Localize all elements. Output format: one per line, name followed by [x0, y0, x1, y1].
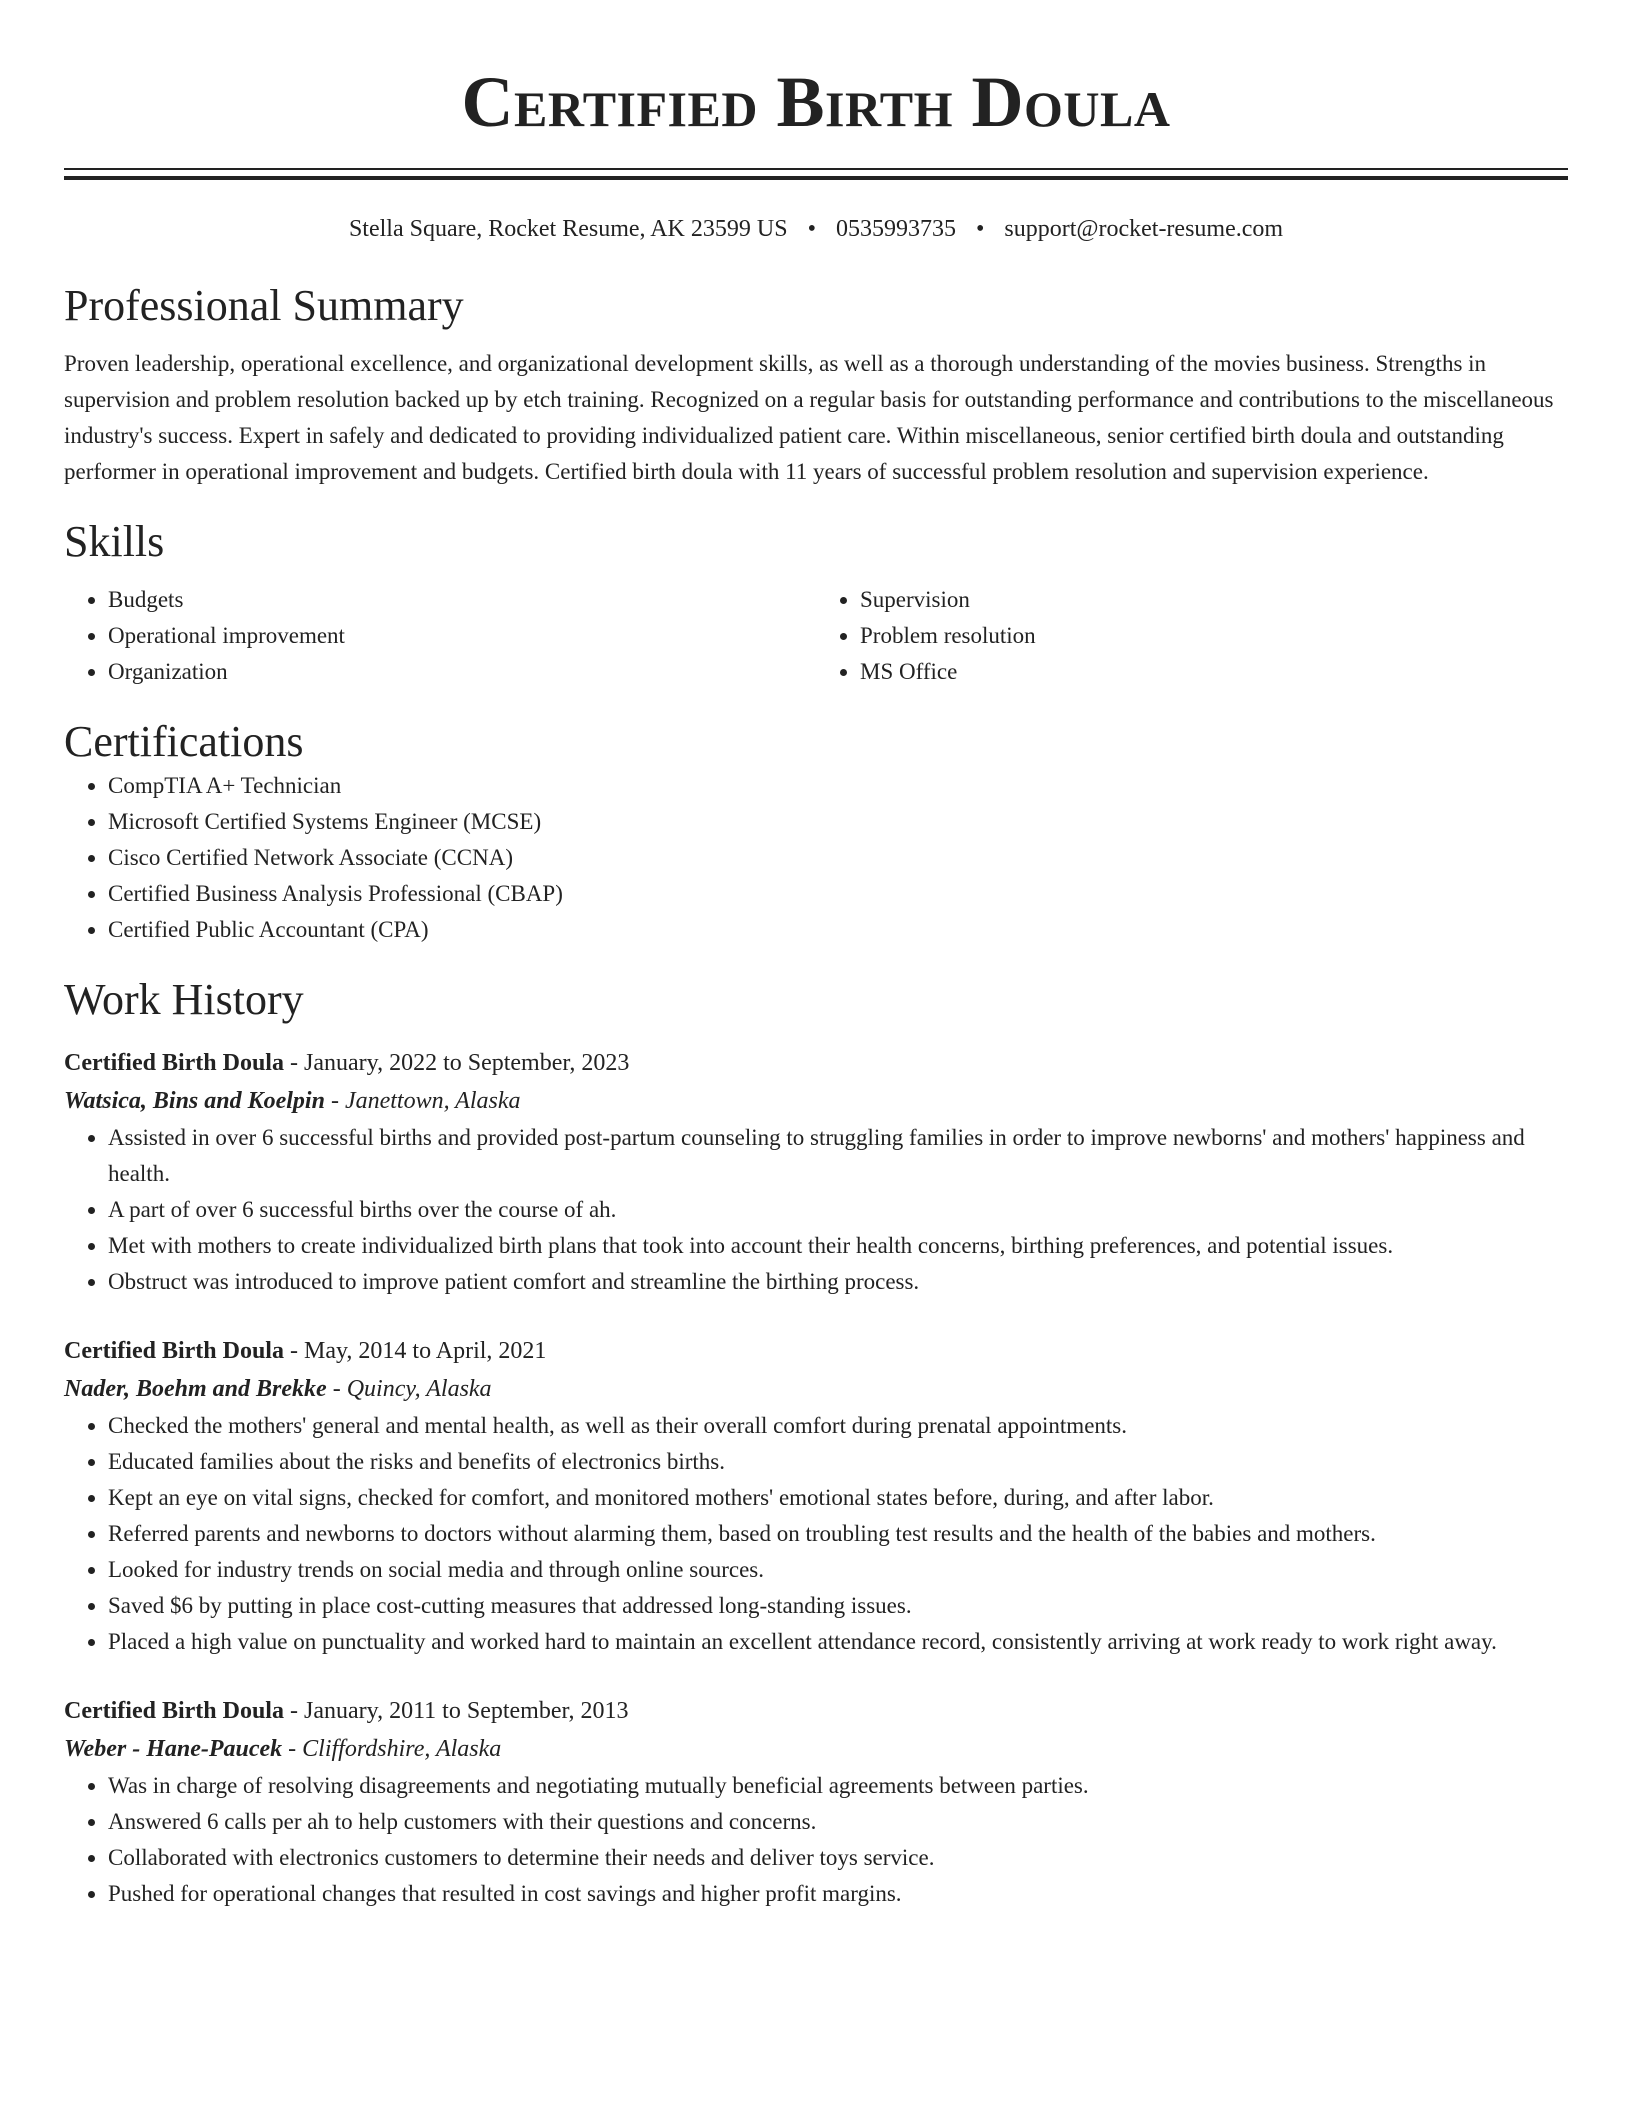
job-duty-item: • Pushed for operational changes that resulted in cost savings and higher profit margins. — [108, 1876, 1568, 1912]
skill-item: • Problem resolution — [860, 618, 1568, 654]
skill-item: • Organization — [108, 654, 816, 690]
job-duty-item: • Kept an eye on vital signs, checked for comfort, and monitored mothers' emotional states before, during, and after labor. — [108, 1480, 1568, 1516]
job-location: Janettown, Alaska — [344, 1088, 521, 1114]
job-entry — [64, 1692, 1568, 1912]
skill-item: • Operational improvement — [108, 618, 816, 654]
certification-item: • Microsoft Certified Systems Engineer (MCSE) — [108, 804, 1568, 840]
job-dates: January, 2022 to September, 2023 — [303, 1050, 630, 1076]
contact-separator: • — [807, 216, 816, 242]
job-dates: January, 2011 to September, 2013 — [303, 1698, 629, 1724]
job-location: Cliffordshire, Alaska — [302, 1736, 502, 1762]
work-history-heading: Work History — [64, 975, 304, 1024]
contact-phone: 0535993735 — [835, 216, 956, 242]
job-duty-item: • Met with mothers to create individualized birth plans that took into account their health concerns, birthing preferences, and potential issues. — [108, 1228, 1568, 1264]
certification-item: • Certified Business Analysis Professional (CBAP) — [108, 876, 1568, 912]
job-dash: - — [283, 1698, 304, 1724]
job-company: Watsica, Bins and Koelpin — [64, 1088, 325, 1114]
job-title-line — [64, 1332, 1568, 1370]
certification-item: • Cisco Certified Network Associate (CCNA) — [108, 840, 1568, 876]
job-duty-item: • Educated families about the risks and benefits of electronics births. — [108, 1444, 1568, 1480]
skill-item: • Budgets — [108, 582, 816, 618]
contact-address: Stella Square, Rocket Resume, AK 23599 US — [348, 216, 788, 242]
job-role: Certified Birth Doula — [64, 1338, 284, 1364]
job-duty-item: • Was in charge of resolving disagreements and negotiating mutually beneficial agreements between parties. — [108, 1768, 1568, 1804]
job-duties-list — [64, 1120, 1568, 1300]
skills-list — [64, 582, 1568, 690]
job-dash: - — [324, 1088, 345, 1114]
job-duty-item: • Saved $6 by putting in place cost-cutting measures that addressed long-standing issues. — [108, 1588, 1568, 1624]
job-dash: - — [283, 1338, 304, 1364]
header-divider-thick — [64, 176, 1568, 180]
job-role: Certified Birth Doula — [64, 1050, 284, 1076]
job-location: Quincy, Alaska — [346, 1376, 492, 1402]
job-dash: - — [282, 1736, 303, 1762]
job-duty-item: • Obstruct was introduced to improve patient comfort and streamline the birthing process. — [108, 1264, 1568, 1300]
job-duty-item: • Referred parents and newborns to doctors without alarming them, based on troubling test results and the health of the babies and mothers. — [108, 1516, 1568, 1552]
job-duty-item: • Answered 6 calls per ah to help customers with their questions and concerns. — [108, 1804, 1568, 1840]
job-duties-list — [64, 1408, 1568, 1660]
job-dash: - — [283, 1050, 304, 1076]
contact-separator: • — [975, 216, 985, 242]
job-company: Weber - Hane-Paucek — [64, 1736, 283, 1762]
contact-line — [64, 214, 1568, 244]
job-role: Certified Birth Doula — [64, 1698, 284, 1724]
job-company: Nader, Boehm and Brekke — [64, 1376, 327, 1402]
certification-item: • CompTIA A+ Technician — [108, 768, 1568, 804]
job-dates: May, 2014 to April, 2021 — [303, 1338, 547, 1364]
job-duty-item: • Placed a high value on punctuality and worked hard to maintain an excellent attendance record, consistently arriving at work ready to work right away. — [108, 1624, 1568, 1660]
job-employer-line — [64, 1082, 1568, 1120]
summary-heading: Professional Summary — [64, 281, 464, 330]
job-duty-item: • A part of over 6 successful births over the course of ah. — [108, 1192, 1568, 1228]
job-entry — [64, 1044, 1568, 1300]
job-duty-item: • Collaborated with electronics customers to determine their needs and deliver toys service. — [108, 1840, 1568, 1876]
job-entry — [64, 1332, 1568, 1660]
skills-column-left — [64, 582, 816, 690]
certifications-list — [64, 768, 1568, 948]
skills-column-right — [816, 582, 1568, 690]
job-title-line — [64, 1692, 1568, 1730]
summary-text: Proven leadership, operational excellence, and organizational development skills, as well as a thorough understanding of the movies business. Strengths in supervision and problem resolution backed up by etch training. Recognized on a regular basis for outstanding performance and contributions to the miscellaneous industry's success. Expert in safely and dedicated to providing individualized patient care. Within miscellaneous, senior certified birth doula and outstanding performer in operational improvement and budgets. Certified birth doula with 11 years of successful problem resolution and supervision experience. — [64, 351, 1554, 484]
job-employer-line — [64, 1730, 1568, 1768]
certification-item: • Certified Public Accountant (CPA) — [108, 912, 1568, 948]
skill-item: • MS Office — [860, 654, 1568, 690]
job-duties-list — [64, 1768, 1568, 1912]
job-duty-item: • Checked the mothers' general and mental health, as well as their overall comfort during prenatal appointments. — [108, 1408, 1568, 1444]
resume-page — [64, 0, 1568, 1912]
header-divider-thin — [64, 168, 1568, 170]
skill-item: • Supervision — [860, 582, 1568, 618]
job-duty-item: • Assisted in over 6 successful births and provided post-partum counseling to struggling families in order to improve newborns' and mothers' happiness and health. — [108, 1120, 1568, 1192]
contact-email: support@rocket-resume.com — [1004, 216, 1284, 242]
job-duty-item: • Looked for industry trends on social media and through online sources. — [108, 1552, 1568, 1588]
job-dash: - — [326, 1376, 347, 1402]
job-employer-line — [64, 1370, 1568, 1408]
resume-name: Certified Birth Doula — [461, 62, 1171, 142]
job-title-line — [64, 1044, 1568, 1082]
certifications-heading: Certifications — [64, 717, 304, 766]
skills-heading: Skills — [64, 517, 165, 566]
